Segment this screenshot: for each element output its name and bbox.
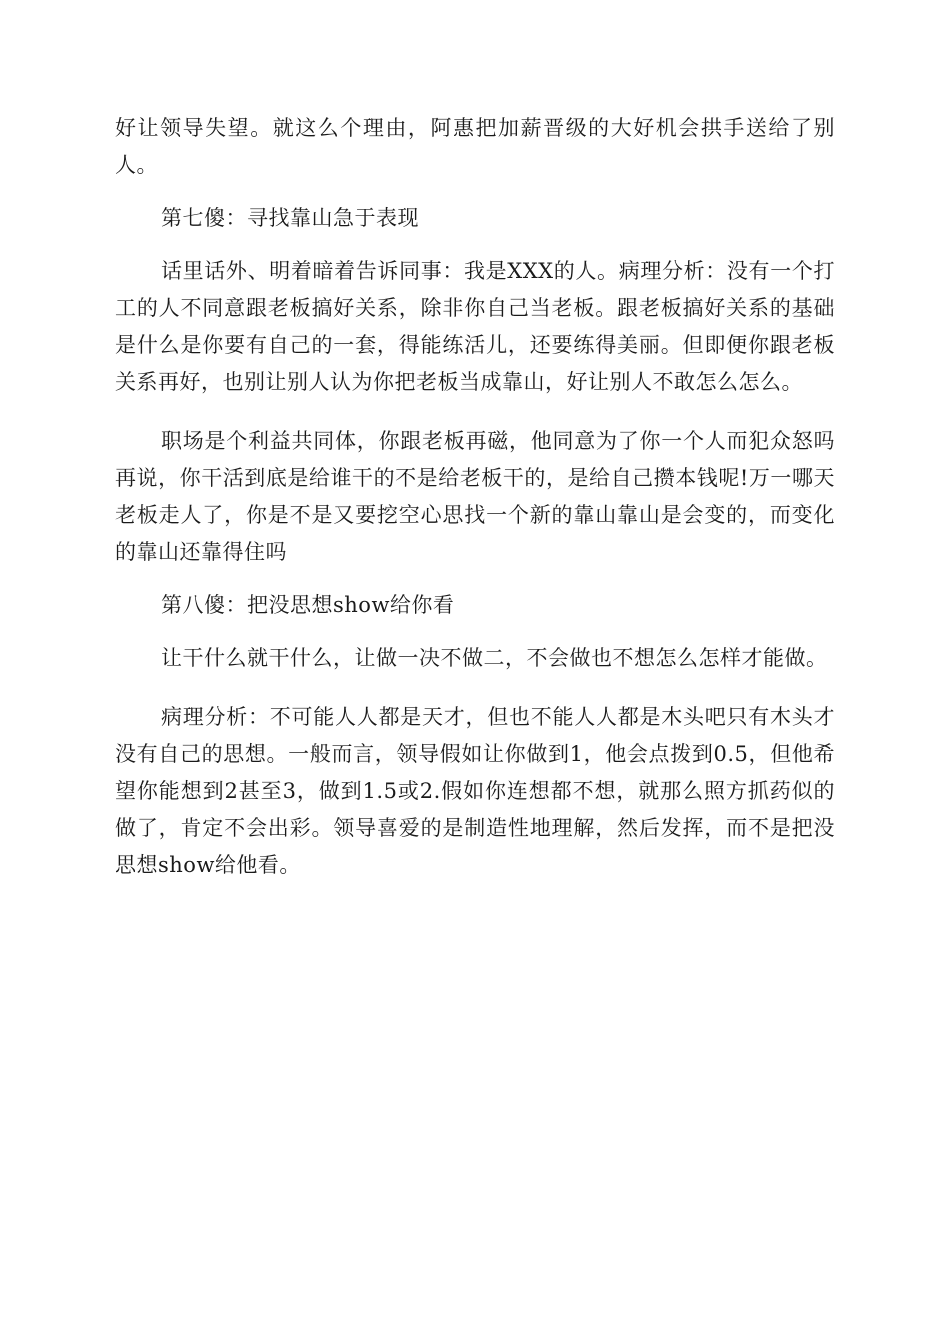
paragraph-eighth-body: 让干什么就干什么，让做一决不做二，不会做也不想怎么怎样才能做。 [161, 646, 828, 670]
section-heading-seventh: 第七傻：寻找靠山急于表现 [161, 206, 419, 230]
document-page [115, 110, 835, 884]
paragraph-seventh-body: 话里话外、明着暗着告诉同事：我是XXX的人。病理分析：没有一个打工的人不同意跟老板搞好关系，除非你自己当老板。跟老板搞好关系的基础是什么是你要有自己的一套，得能练活儿，还要练得美丽。但即便你跟老板关系再好，也别让别人认为你把老板当成靠山，好让别人不敢怎么怎么。 [115, 259, 835, 394]
section-heading-eighth: 第八傻：把没思想show给你看 [161, 593, 455, 617]
paragraph-eighth-analysis: 病理分析：不可能人人都是天才，但也不能人人都是木头吧只有木头才没有自己的思想。一般而言，领导假如让你做到1，他会点拨到0.5，但他希望你能想到2甚至3，做到1.5或2.假如你连想都不想，就那么照方抓药似的做了，肯定不会出彩。领导喜爱的是制造性地理解，然后发挥，而不是把没思想show给他看。 [115, 705, 835, 877]
paragraph-continuation: 好让领导失望。就这么个理由，阿惠把加薪晋级的大好机会拱手送给了别人。 [115, 116, 835, 177]
paragraph-seventh-analysis: 职场是个利益共同体，你跟老板再磁，他同意为了你一个人而犯众怒吗再说，你干活到底是给谁干的不是给老板干的，是给自己攒本钱呢!万一哪天老板走人了，你是不是又要挖空心思找一个新的靠山靠山是会变的，而变化的靠山还靠得住吗 [115, 429, 835, 564]
